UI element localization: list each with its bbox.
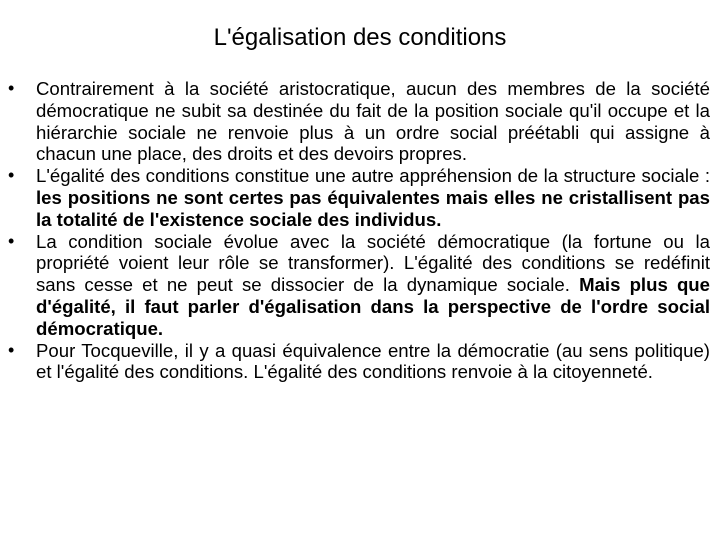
bullet-list (0, 78, 720, 383)
bullet-dot-icon: • (8, 230, 15, 251)
bullet-dot-icon: • (8, 165, 15, 186)
bullet-3-emphasis: Mais plus que d'égalité, il faut parler d'égalisation dans la perspective de l'ordre social démocratique. (36, 274, 710, 339)
bullet-item-4 (8, 339, 710, 384)
bullet-dot-icon: • (8, 78, 15, 98)
slide-title: L'égalisation des conditions (213, 24, 507, 51)
bullet-4-text: Pour Tocqueville, il y a quasi équivalence entre la démocratie (au sens politique) et l'égalité des conditions. L'égalité des conditions renvoie à la citoyenneté. (36, 339, 710, 383)
bullet-item-3 (8, 230, 710, 340)
bullet-item-2 (8, 165, 710, 230)
bullet-item-1 (8, 78, 710, 165)
bullet-3-text: La condition sociale évolue avec la société démocratique (la fortune ou la propriété voient leur rôle se transformer). L'égalité des conditions se redéfinit sans cesse et ne peut se dissocier de la dynamique sociale. (36, 230, 710, 296)
bullet-1-text: Contrairement à la société aristocratique, aucun des membres de la société démocratique ne subit sa destinée du fait de la position sociale qu'il occupe et la hiérarchie sociale ne renvoie plus à un ordre social préétabli qui assigne à chacun une place, des droits et des devoirs propres. (36, 78, 710, 165)
bullet-dot-icon: • (8, 339, 15, 360)
bullet-2-text: L'égalité des conditions constitue une autre appréhension de la structure sociale : (36, 165, 710, 187)
bullet-2-emphasis: les positions ne sont certes pas équivalentes mais elles ne cristallisent pas la totalité de l'existence sociale des individus. (36, 186, 710, 230)
